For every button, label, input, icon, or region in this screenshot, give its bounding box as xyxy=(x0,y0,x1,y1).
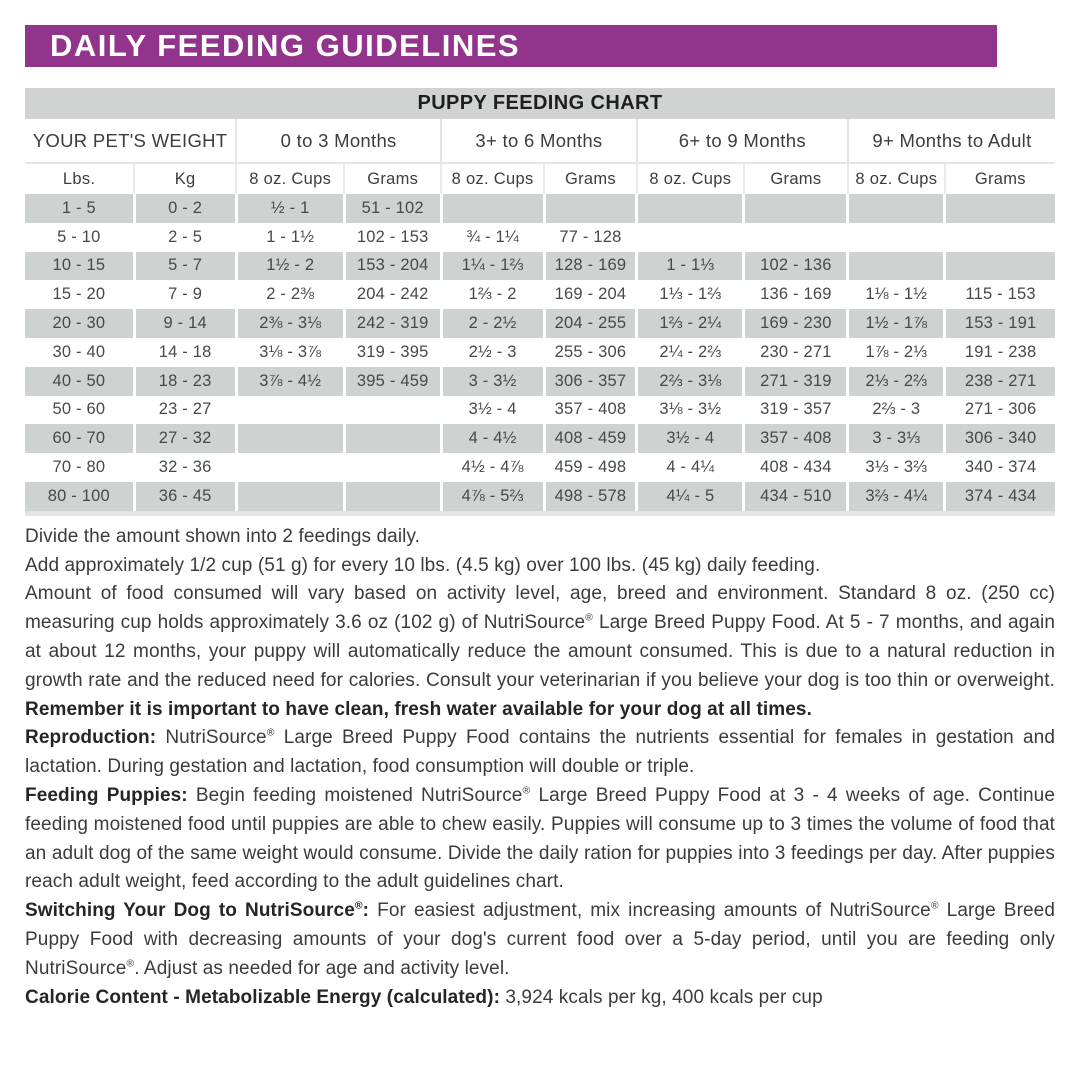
table-cell xyxy=(344,453,441,482)
column-subheader-row xyxy=(25,163,1055,194)
table-cell: 7 - 9 xyxy=(134,280,236,309)
note-paragraph xyxy=(25,724,1055,782)
note-paragraph xyxy=(25,782,1055,897)
note-text: 3,924 kcals per kg, 400 kcals per cup xyxy=(505,986,823,1008)
note-paragraph xyxy=(25,552,1055,581)
feeding-notes xyxy=(25,523,1055,1013)
table-row xyxy=(25,424,1055,453)
table-cell: 2½ - 3 xyxy=(441,338,544,367)
table-cell xyxy=(441,194,544,223)
table-cell xyxy=(744,223,848,252)
table-row xyxy=(25,367,1055,396)
table-cell: 1⅞ - 2⅓ xyxy=(848,338,945,367)
table-cell: 230 - 271 xyxy=(744,338,848,367)
puppy-feeding-table xyxy=(25,119,1055,511)
table-cell xyxy=(236,424,344,453)
table-cell: 271 - 319 xyxy=(744,367,848,396)
table-cell xyxy=(945,194,1055,223)
table-cell: 374 - 434 xyxy=(945,482,1055,511)
table-cell xyxy=(344,396,441,425)
table-cell xyxy=(637,194,744,223)
table-cell xyxy=(848,252,945,281)
table-cell: 306 - 340 xyxy=(945,424,1055,453)
table-cell: 32 - 36 xyxy=(134,453,236,482)
table-cell: 408 - 459 xyxy=(544,424,637,453)
table-cell: 191 - 238 xyxy=(945,338,1055,367)
table-cell: 2⅔ - 3 xyxy=(848,396,945,425)
table-cell: 340 - 374 xyxy=(945,453,1055,482)
registered-trademark-symbol: ® xyxy=(354,900,363,912)
note-paragraph xyxy=(25,897,1055,983)
table-cell: 36 - 45 xyxy=(134,482,236,511)
table-cell: 2 - 5 xyxy=(134,223,236,252)
table-cell: 1⅛ - 1½ xyxy=(848,280,945,309)
table-cell: 1¼ - 1⅔ xyxy=(441,252,544,281)
table-cell: 2⅓ - 2⅔ xyxy=(848,367,945,396)
table-cell: 204 - 255 xyxy=(544,309,637,338)
table-cell: 3⅛ - 3⅞ xyxy=(236,338,344,367)
table-cell: 1½ - 2 xyxy=(236,252,344,281)
table-cell: 50 - 60 xyxy=(52,400,106,419)
table-cell: 1 - 1½ xyxy=(236,223,344,252)
table-cell: 102 - 153 xyxy=(344,223,441,252)
table-cell: 4⅞ - 5⅔ xyxy=(441,482,544,511)
column-group-header: 9+ Months to Adult xyxy=(848,119,1055,163)
column-subheader: 8 oz. Cups xyxy=(441,163,544,194)
table-cell: 70 - 80 xyxy=(52,458,106,477)
table-cell: 30 - 40 xyxy=(52,342,106,361)
table-cell: 169 - 204 xyxy=(544,280,637,309)
table-cell: 408 - 434 xyxy=(744,453,848,482)
column-subheader: 8 oz. Cups xyxy=(236,163,344,194)
table-cell: 153 - 191 xyxy=(945,309,1055,338)
table-cell: 1 - 1⅓ xyxy=(637,252,744,281)
table-cell: 271 - 306 xyxy=(945,396,1055,425)
table-cell: 3⅔ - 4¼ xyxy=(848,482,945,511)
table-cell: 5 - 10 xyxy=(57,227,101,246)
table-cell: 242 - 319 xyxy=(344,309,441,338)
table-cell: 1 - 5 xyxy=(25,194,134,223)
table-cell: 115 - 153 xyxy=(945,280,1055,309)
table-cell xyxy=(945,223,1055,252)
table-cell: 20 - 30 xyxy=(25,309,134,338)
table-cell: 102 - 136 xyxy=(744,252,848,281)
registered-trademark-symbol: ® xyxy=(930,900,939,912)
table-cell: ½ - 1 xyxy=(236,194,344,223)
table-cell: 77 - 128 xyxy=(544,223,637,252)
note-bold-text: Calorie Content - Metabolizable Energy (calculated): xyxy=(25,986,506,1008)
table-cell: 204 - 242 xyxy=(344,280,441,309)
table-cell: ¾ - 1¼ xyxy=(441,223,544,252)
table-cell xyxy=(848,223,945,252)
table-cell: 238 - 271 xyxy=(945,367,1055,396)
table-cell xyxy=(344,482,441,511)
title-banner xyxy=(25,25,997,67)
table-cell: 498 - 578 xyxy=(544,482,637,511)
table-cell: 4½ - 4⅞ xyxy=(441,453,544,482)
table-cell: 4 - 4¼ xyxy=(637,453,744,482)
table-cell: 169 - 230 xyxy=(744,309,848,338)
table-cell: 27 - 32 xyxy=(134,424,236,453)
table-cell: 3⅓ - 3⅔ xyxy=(848,453,945,482)
note-bold-text: Remember it is important to have clean, fresh water available for your dog at all times. xyxy=(25,698,812,720)
registered-trademark-symbol: ® xyxy=(126,958,135,970)
table-cell: 395 - 459 xyxy=(344,367,441,396)
table-row xyxy=(25,223,1055,252)
table-cell: 10 - 15 xyxy=(25,252,134,281)
table-cell: 3½ - 4 xyxy=(441,396,544,425)
table-cell: 255 - 306 xyxy=(544,338,637,367)
column-subheader: Grams xyxy=(744,163,848,194)
note-text: Amount of food consumed will vary based on activity level, age, breed and environment. Standard 8 oz. (250 cc) measuring cup holds approximately 3.6 oz (102 g) of NutriSource® Large Breed Puppy Food. At 5 - 7 months, and again at about 12 months, your puppy will automatically reduce the amount consumed. This is due to a natural reduction in growth rate and the reduced need for calories. Consult your veterinarian if you believe your dog is too thin or overweight. xyxy=(25,583,1055,691)
table-cell: 2 - 2⅜ xyxy=(236,280,344,309)
table-cell: 3⅛ - 3½ xyxy=(637,396,744,425)
table-row xyxy=(25,482,1055,511)
column-group-header: YOUR PET'S WEIGHT xyxy=(32,129,228,151)
table-row xyxy=(25,338,1055,367)
table-cell xyxy=(744,194,848,223)
table-cell: 357 - 408 xyxy=(544,396,637,425)
table-row xyxy=(25,252,1055,281)
table-cell xyxy=(236,482,344,511)
table-cell xyxy=(637,223,744,252)
note-text: NutriSource® Large Breed Puppy Food contains the nutrients essential for females in gestation and lactation. During gestation and lactation, food consumption will double or triple. xyxy=(25,727,1055,778)
page-title: DAILY FEEDING GUIDELINES xyxy=(50,28,521,63)
registered-trademark-symbol: ® xyxy=(585,612,593,624)
note-text: Add approximately 1/2 cup (51 g) for every 10 lbs. (4.5 kg) over 100 lbs. (45 kg) daily feeding. xyxy=(25,554,821,576)
column-subheader: 8 oz. Cups xyxy=(848,163,945,194)
table-cell: 357 - 408 xyxy=(744,424,848,453)
note-paragraph xyxy=(25,984,1055,1013)
table-cell: 5 - 7 xyxy=(134,252,236,281)
column-group-header-row xyxy=(25,119,1055,163)
table-cell: 2¼ - 2⅔ xyxy=(637,338,744,367)
table-row xyxy=(25,309,1055,338)
table-cell: 2 - 2½ xyxy=(441,309,544,338)
column-group-header: 6+ to 9 Months xyxy=(637,119,848,163)
table-cell: 3 - 3⅓ xyxy=(848,424,945,453)
table-cell: 15 - 20 xyxy=(52,285,106,304)
registered-trademark-symbol: ® xyxy=(522,785,531,797)
table-cell: 40 - 50 xyxy=(25,367,134,396)
table-row xyxy=(25,280,1055,309)
column-subheader: Grams xyxy=(544,163,637,194)
table-cell: 2⅜ - 3⅛ xyxy=(236,309,344,338)
table-cell: 0 - 2 xyxy=(134,194,236,223)
table-row xyxy=(25,396,1055,425)
column-group-header: 3+ to 6 Months xyxy=(441,119,637,163)
chart-title: PUPPY FEEDING CHART xyxy=(417,92,663,114)
column-group-header: 0 to 3 Months xyxy=(236,119,441,163)
table-cell xyxy=(945,252,1055,281)
table-cell: 4 - 4½ xyxy=(441,424,544,453)
note-text: Divide the amount shown into 2 feedings daily. xyxy=(25,525,421,547)
table-cell xyxy=(236,453,344,482)
table-cell: 2⅔ - 3⅛ xyxy=(637,367,744,396)
table-cell: 1⅓ - 1⅔ xyxy=(637,280,744,309)
table-cell: 459 - 498 xyxy=(544,453,637,482)
table-cell: 3½ - 4 xyxy=(637,424,744,453)
table-row xyxy=(25,453,1055,482)
table-cell: 319 - 357 xyxy=(744,396,848,425)
table-cell xyxy=(848,194,945,223)
table-cell: 434 - 510 xyxy=(744,482,848,511)
note-text: Begin feeding moistened NutriSource® Large Breed Puppy Food at 3 - 4 weeks of age. Continue feeding moistened food until puppies are able to chew easily. Puppies will consume up to 3 times the volume of food that an adult dog of the same weight would consume. Divide the daily ration for puppies into 3 feedings per day. After puppies reach adult weight, feed according to the adult guidelines chart. xyxy=(25,784,1055,893)
table-row xyxy=(25,194,1055,223)
column-subheader: 8 oz. Cups xyxy=(637,163,744,194)
table-cell: 51 - 102 xyxy=(344,194,441,223)
table-cell: 136 - 169 xyxy=(744,280,848,309)
chart-banner xyxy=(25,88,1055,119)
column-subheader: Grams xyxy=(344,163,441,194)
table-cell: 1⅔ - 2¼ xyxy=(637,309,744,338)
table-cell: 4¼ - 5 xyxy=(637,482,744,511)
table-cell: 153 - 204 xyxy=(344,252,441,281)
table-cell xyxy=(236,396,344,425)
table-cell: 1⅔ - 2 xyxy=(441,280,544,309)
registered-trademark-symbol: ® xyxy=(266,728,275,740)
column-subheader: Grams xyxy=(945,163,1055,194)
note-bold-text: Switching Your Dog to NutriSource®: xyxy=(25,900,378,922)
note-paragraph xyxy=(25,580,1055,724)
column-subheader: Lbs. xyxy=(25,163,134,194)
table-cell: 3⅞ - 4½ xyxy=(236,367,344,396)
table-cell: 80 - 100 xyxy=(25,482,134,511)
table-cell: 319 - 395 xyxy=(344,338,441,367)
table-cell xyxy=(344,424,441,453)
table-cell: 60 - 70 xyxy=(25,424,134,453)
note-text: For easiest adjustment, mix increasing amounts of NutriSource® Large Breed Puppy Food with decreasing amounts of your dog's current food over a 5-day period, until you are feeding only NutriSource®. Adjust as needed for age and activity level. xyxy=(25,900,1055,979)
table-cell: 128 - 169 xyxy=(544,252,637,281)
table-cell: 14 - 18 xyxy=(134,338,236,367)
table-cell: 18 - 23 xyxy=(134,367,236,396)
table-cell: 3 - 3½ xyxy=(441,367,544,396)
note-bold-text: Feeding Puppies: xyxy=(25,784,196,806)
table-cell: 23 - 27 xyxy=(134,396,236,425)
table-cell: 1½ - 1⅞ xyxy=(848,309,945,338)
table-cell: 9 - 14 xyxy=(134,309,236,338)
note-paragraph xyxy=(25,523,1055,552)
table-cell: 306 - 357 xyxy=(544,367,637,396)
table-cell xyxy=(544,194,637,223)
column-subheader: Kg xyxy=(134,163,236,194)
note-bold-text: Reproduction: xyxy=(25,727,166,749)
table-footer-strip xyxy=(25,511,1055,516)
